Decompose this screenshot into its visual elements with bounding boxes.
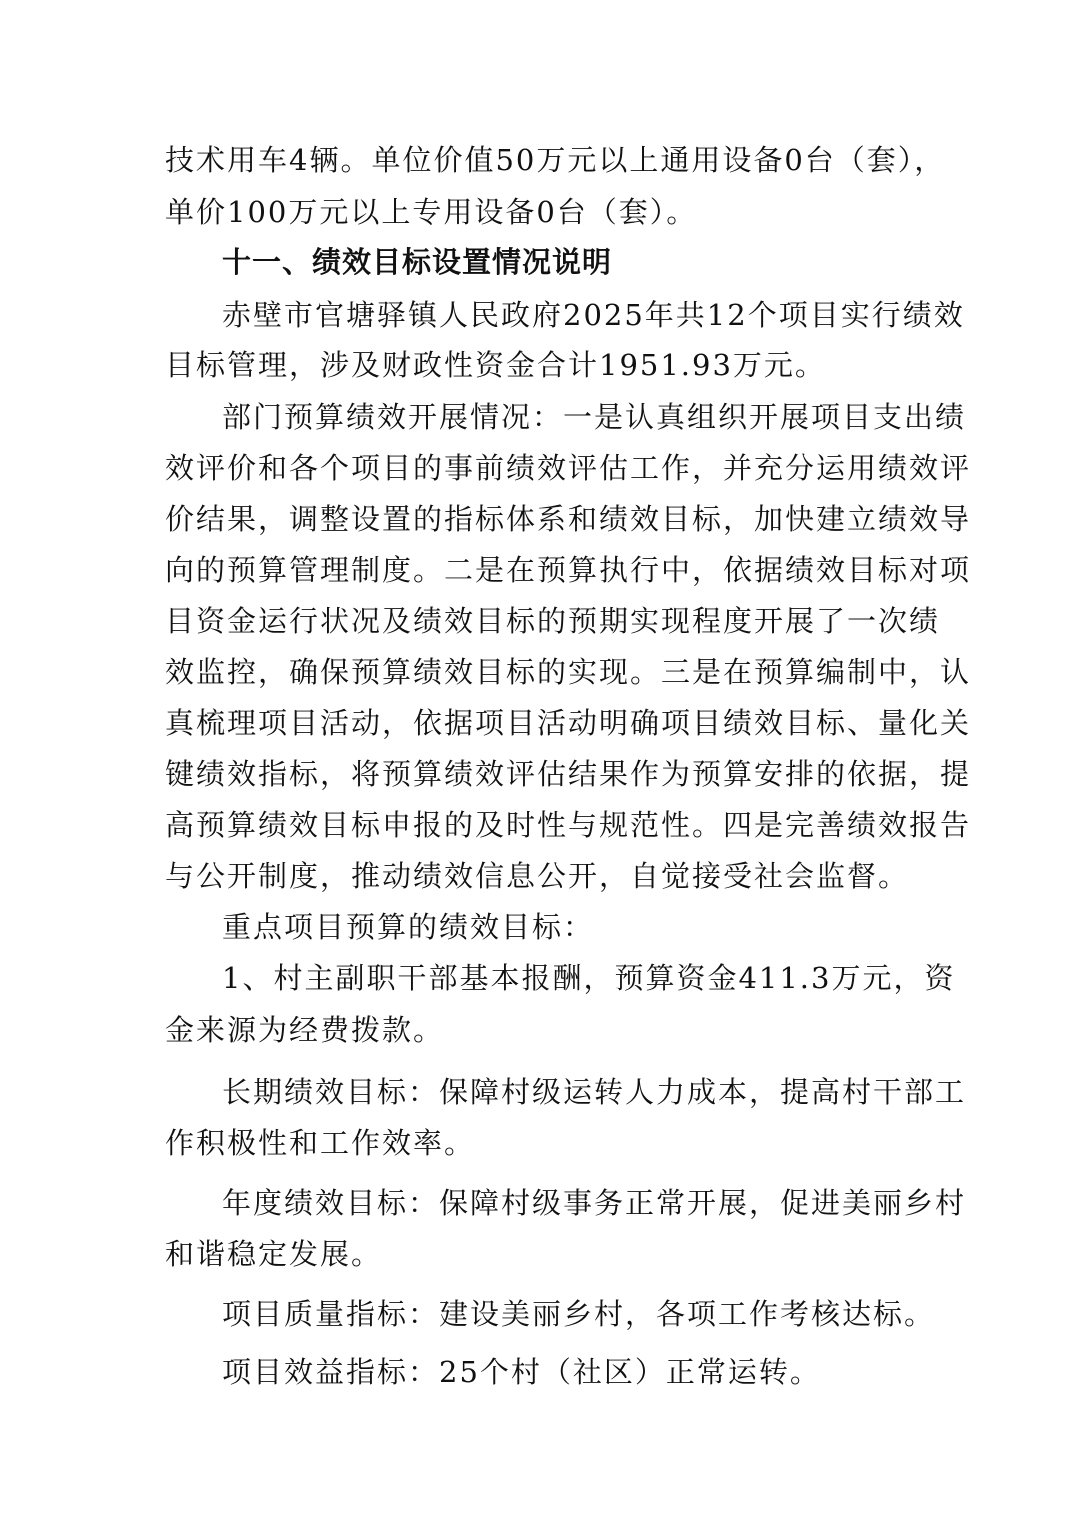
text-line: 目资金运行状况及绩效目标的预期实现程度开展了一次绩 xyxy=(165,604,941,638)
text-line: 目标管理，涉及财政性资金合计1951.93万元。 xyxy=(165,348,826,382)
text-line: 金来源为经费拨款。 xyxy=(165,1013,445,1047)
text-line: 长期绩效目标：保障村级运转人力成本，提高村干部工 xyxy=(222,1075,967,1109)
text-line: 技术用车4辆。单位价值50万元以上通用设备0台（套）， xyxy=(165,143,946,177)
text-line: 重点项目预算的绩效目标： xyxy=(222,910,595,944)
text-line: 效评价和各个项目的事前绩效评估工作，并充分运用绩效评 xyxy=(165,451,972,485)
text-line: 真梳理项目活动，依据项目活动明确项目绩效目标、量化关 xyxy=(165,706,972,740)
text-line: 项目质量指标：建设美丽乡村，各项工作考核达标。 xyxy=(222,1297,936,1331)
text-line: 键绩效指标，将预算绩效评估结果作为预算安排的依据，提 xyxy=(165,757,972,791)
text-line: 单价100万元以上专用设备0台（套）。 xyxy=(165,195,698,229)
text-line: 年度绩效目标：保障村级事务正常开展，促进美丽乡村 xyxy=(222,1186,967,1220)
text-line: 部门预算绩效开展情况：一是认真组织开展项目支出绩 xyxy=(222,400,967,434)
section-heading: 十一、绩效目标设置情况说明 xyxy=(222,245,613,279)
text-line: 1、村主副职干部基本报酬，预算资金411.3万元，资 xyxy=(222,961,956,995)
text-line: 赤壁市官塘驿镇人民政府2025年共12个项目实行绩效 xyxy=(222,298,965,332)
text-line: 作积极性和工作效率。 xyxy=(165,1126,476,1160)
text-line: 和谐稳定发展。 xyxy=(165,1237,383,1271)
text-line: 与公开制度，推动绩效信息公开，自觉接受社会监督。 xyxy=(165,859,910,893)
text-line: 效监控，确保预算绩效目标的实现。三是在预算编制中，认 xyxy=(165,655,972,689)
text-line: 高预算绩效目标申报的及时性与规范性。四是完善绩效报告 xyxy=(165,808,972,842)
text-line: 向的预算管理制度。二是在预算执行中，依据绩效目标对项 xyxy=(165,553,972,587)
text-line: 项目效益指标：25个村（社区）正常运转。 xyxy=(222,1355,821,1389)
text-line: 价结果，调整设置的指标体系和绩效目标，加快建立绩效导 xyxy=(165,502,972,536)
